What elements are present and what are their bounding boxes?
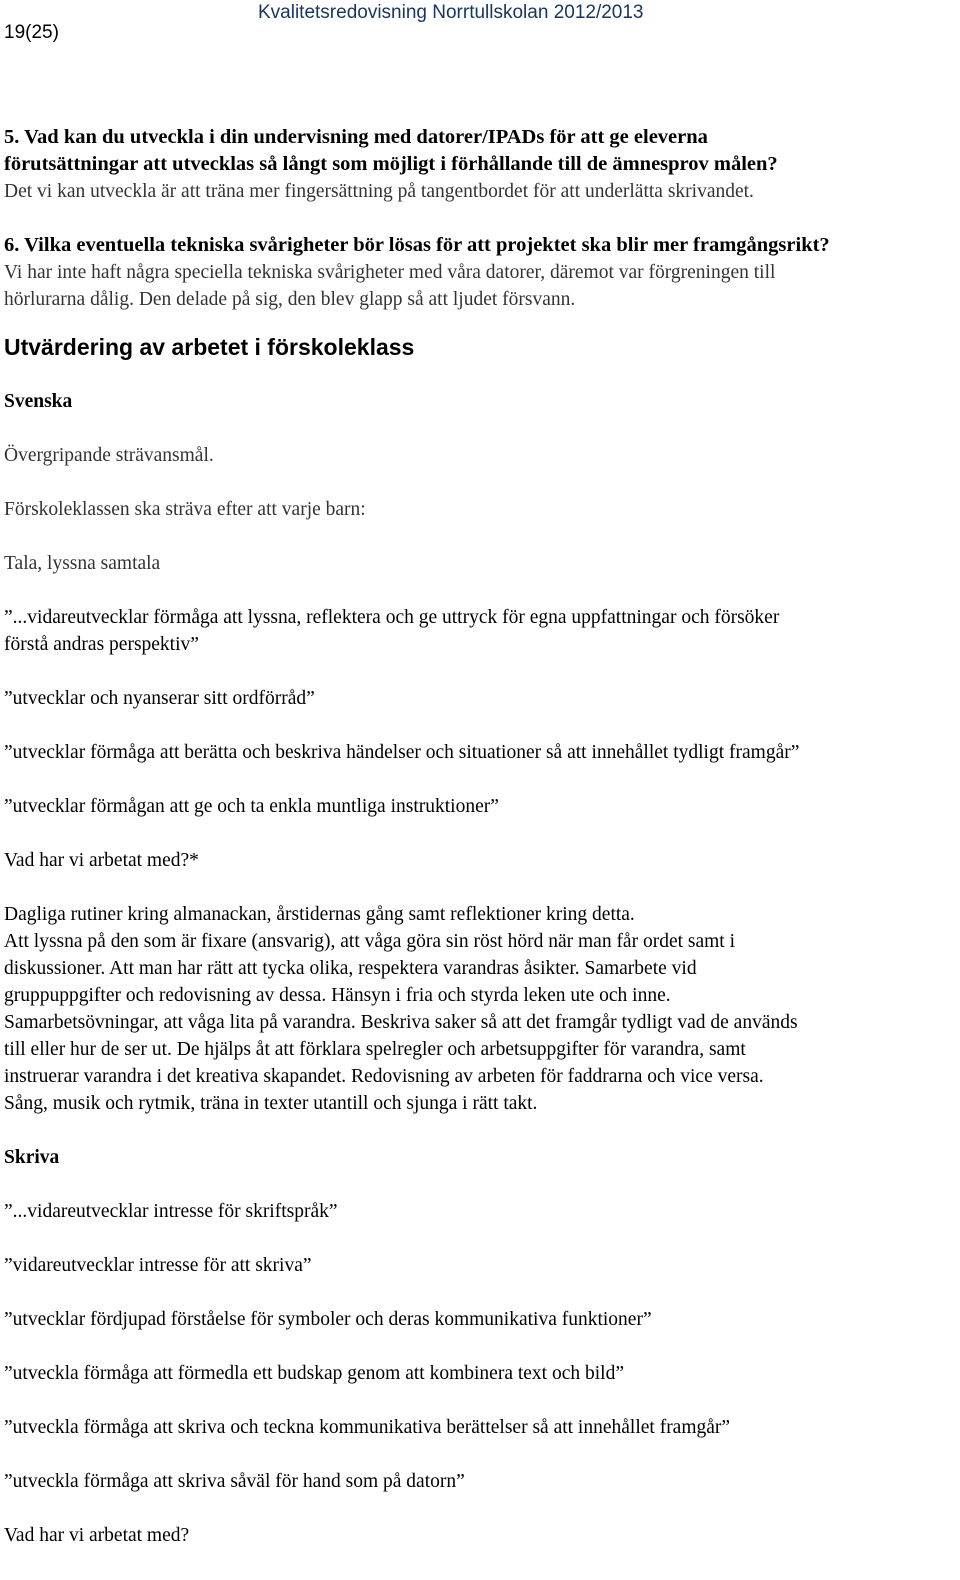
worked-line-6: till eller hur de ser ut. De hjälps åt att förklara spelregler och arbetsuppgifter för varandra, samt [4,1039,746,1060]
worked-line-1: Dagliga rutiner kring almanackan, årstidernas gång samt reflektioner kring detta. [4,904,635,925]
subject-heading: Svenska [4,391,73,412]
question-5-line1: 5. Vad kan du utveckla i din undervisning med datorer/IPADs för att ge eleverna [4,126,708,148]
worked-line-5: Samarbetsövningar, att våga lita på varandra. Beskriva saker så att det framgår tydligt vad de används [4,1012,798,1033]
document-title: Kvalitetsredovisning Norrtullskolan 2012/2013 [258,2,644,23]
write-heading: Skriva [4,1147,60,1168]
write-goal-5: ”utveckla förmåga att skriva och teckna kommunikativa berättelser så att innehållet framgår” [4,1417,731,1438]
page-number: 19(25) [4,22,59,43]
worked-line-8: Sång, musik och rytmik, träna in texter utantill och sjunga i rätt takt. [4,1093,538,1114]
talk-goal-1-line2: förstå andras perspektiv” [4,634,199,655]
worked-question: Vad har vi arbetat med?* [4,850,199,871]
write-goal-4: ”utveckla förmåga att förmedla ett budskap genom att kombinera text och bild” [4,1363,624,1384]
worked-line-4: gruppuppgifter och redovisning av dessa. Hänsyn i fria och styrda leken ute och inne. [4,985,671,1006]
talk-heading: Tala, lyssna samtala [4,553,161,574]
write-goal-1: ”...vidareutvecklar intresse för skriftspråk” [4,1201,338,1222]
worked-line-2: Att lyssna på den som är fixare (ansvarig), att våga göra sin röst hörd när man får ordet samt i [4,931,736,952]
talk-goal-1-line1: ”...vidareutvecklar förmåga att lyssna, reflektera och ge uttryck för egna uppfattningar och försöker [4,607,780,628]
section-heading: Utvärdering av arbetet i förskoleklass [4,334,415,360]
question-6: 6. Vilka eventuella tekniska svårigheter bör lösas för att projektet ska blir mer framgångsrikt? [4,234,830,256]
talk-goal-2: ”utvecklar och nyanserar sitt ordförråd” [4,688,315,709]
answer-6-line2: hörlurarna dålig. Den delade på sig, den blev glapp så att ljudet försvann. [4,289,576,310]
document-body [4,124,954,1549]
overarching-goals: Övergripande strävansmål. [4,445,214,466]
write-goal-3: ”utvecklar fördjupad förståelse för symboler och deras kommunikativa funktioner” [4,1309,652,1330]
worked-line-3: diskussioner. Att man har rätt att tycka olika, respektera varandras åsikter. Samarbete vid [4,958,697,979]
worked-question-2: Vad har vi arbetat med? [4,1525,190,1546]
write-goal-6: ”utveckla förmåga att skriva såväl för hand som på datorn” [4,1471,465,1492]
talk-goal-4: ”utvecklar förmågan att ge och ta enkla muntliga instruktioner” [4,796,499,817]
answer-5: Det vi kan utveckla är att träna mer fingersättning på tangentbordet för att underlätta skrivandet. [4,181,754,202]
intro-line: Förskoleklassen ska sträva efter att varje barn: [4,499,366,520]
answer-6-line1: Vi har inte haft några speciella tekniska svårigheter med våra datorer, däremot var förgreningen till [4,262,776,283]
question-5-line2: förutsättningar att utvecklas så långt som möjligt i förhållande till de ämnesprov målen? [4,153,778,175]
talk-goal-3: ”utvecklar förmåga att berätta och beskriva händelser och situationer så att innehållet tydligt framgår” [4,742,800,763]
write-goal-2: ”vidareutvecklar intresse för att skriva” [4,1255,312,1276]
worked-line-7: instruerar varandra i det kreativa skapandet. Redovisning av arbeten för faddrarna och vice versa. [4,1066,764,1087]
